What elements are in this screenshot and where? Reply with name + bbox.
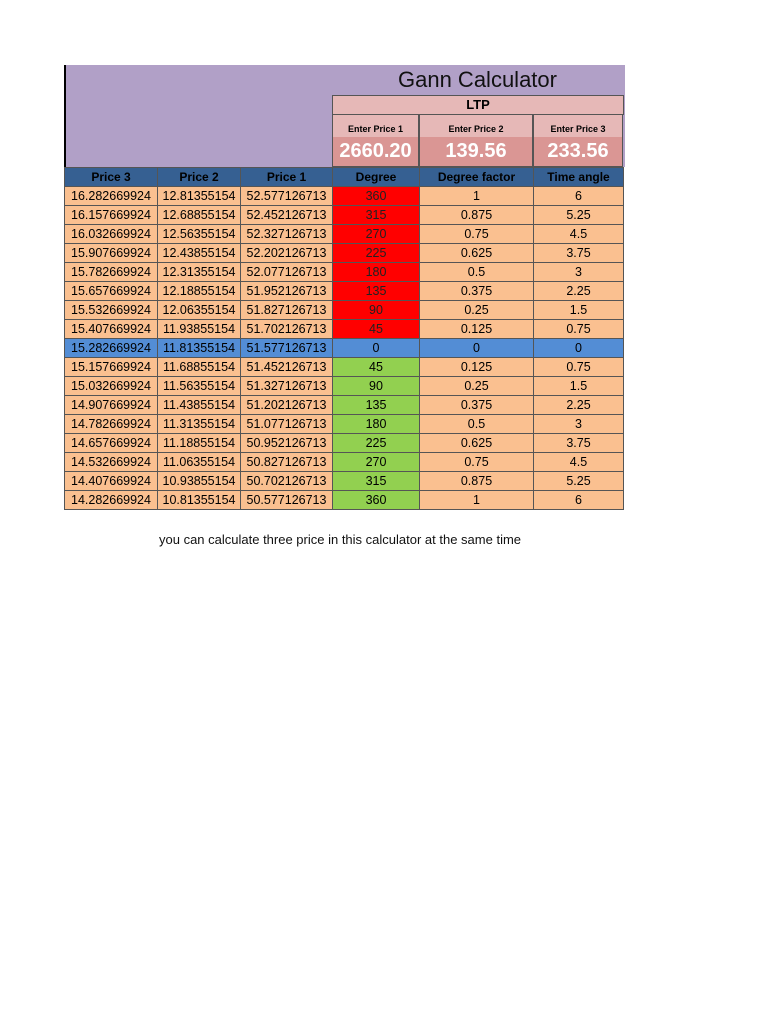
cell-price-2[interactable]: 12.56355154 xyxy=(158,225,241,244)
table-row xyxy=(65,263,624,282)
cell-time-angle[interactable]: 0.75 xyxy=(534,320,624,339)
cell-price-1[interactable]: 52.577126713 xyxy=(241,187,333,206)
cell-price-2[interactable]: 11.93855154 xyxy=(158,320,241,339)
price-inputs xyxy=(332,115,623,167)
cell-price-2[interactable]: 12.06355154 xyxy=(158,301,241,320)
cell-price-3[interactable]: 15.532669924 xyxy=(65,301,158,320)
cell-time-angle[interactable]: 4.5 xyxy=(534,453,624,472)
table-row xyxy=(65,339,624,358)
cell-price-1[interactable]: 51.452126713 xyxy=(241,358,333,377)
cell-price-3[interactable]: 16.282669924 xyxy=(65,187,158,206)
column-header-degree: Degree xyxy=(333,168,420,187)
cell-price-3[interactable]: 14.657669924 xyxy=(65,434,158,453)
cell-degree[interactable]: 360 xyxy=(333,491,420,510)
cell-time-angle[interactable]: 0 xyxy=(534,339,624,358)
cell-time-angle[interactable]: 3 xyxy=(534,263,624,282)
cell-price-2[interactable]: 12.31355154 xyxy=(158,263,241,282)
cell-time-angle[interactable]: 5.25 xyxy=(534,472,624,491)
cell-price-2[interactable]: 11.81355154 xyxy=(158,339,241,358)
table-row xyxy=(65,206,624,225)
cell-degree-factor[interactable]: 0.75 xyxy=(420,225,534,244)
cell-price-1[interactable]: 50.952126713 xyxy=(241,434,333,453)
column-header-time-angle: Time angle xyxy=(534,168,624,187)
cell-price-3[interactable]: 15.157669924 xyxy=(65,358,158,377)
table-row xyxy=(65,377,624,396)
cell-degree[interactable]: 360 xyxy=(333,187,420,206)
cell-time-angle[interactable]: 4.5 xyxy=(534,225,624,244)
cell-time-angle[interactable]: 3.75 xyxy=(534,244,624,263)
price-input-2[interactable] xyxy=(419,115,533,167)
table-row xyxy=(65,358,624,377)
page-title: Gann Calculator xyxy=(398,67,557,92)
cell-degree[interactable]: 180 xyxy=(333,415,420,434)
table-row xyxy=(65,472,624,491)
cell-price-2[interactable]: 12.81355154 xyxy=(158,187,241,206)
cell-price-1[interactable]: 52.202126713 xyxy=(241,244,333,263)
cell-price-1[interactable]: 51.702126713 xyxy=(241,320,333,339)
cell-degree-factor[interactable]: 0.125 xyxy=(420,358,534,377)
table-row xyxy=(65,415,624,434)
table-row xyxy=(65,320,624,339)
cell-price-3[interactable]: 15.657669924 xyxy=(65,282,158,301)
column-header-degree-factor: Degree factor xyxy=(420,168,534,187)
cell-degree[interactable]: 135 xyxy=(333,282,420,301)
cell-time-angle[interactable]: 3.75 xyxy=(534,434,624,453)
cell-time-angle[interactable]: 6 xyxy=(534,491,624,510)
cell-degree[interactable]: 45 xyxy=(333,358,420,377)
cell-price-3[interactable]: 14.532669924 xyxy=(65,453,158,472)
price-input-2-value[interactable]: 139.56 xyxy=(420,137,532,166)
cell-price-1[interactable]: 52.452126713 xyxy=(241,206,333,225)
cell-price-2[interactable]: 11.56355154 xyxy=(158,377,241,396)
cell-price-3[interactable]: 14.907669924 xyxy=(65,396,158,415)
price-input-3-label: Enter Price 3 xyxy=(550,124,606,134)
price-input-3-value[interactable]: 233.56 xyxy=(534,137,622,166)
cell-time-angle[interactable]: 0.75 xyxy=(534,358,624,377)
cell-price-2[interactable]: 12.68855154 xyxy=(158,206,241,225)
cell-degree[interactable]: 135 xyxy=(333,396,420,415)
cell-price-3[interactable]: 16.157669924 xyxy=(65,206,158,225)
cell-degree[interactable]: 0 xyxy=(333,339,420,358)
table-row xyxy=(65,244,624,263)
cell-price-1[interactable]: 52.327126713 xyxy=(241,225,333,244)
cell-price-2[interactable]: 11.68855154 xyxy=(158,358,241,377)
cell-price-2[interactable]: 12.18855154 xyxy=(158,282,241,301)
cell-price-2[interactable]: 11.18855154 xyxy=(158,434,241,453)
cell-degree[interactable]: 90 xyxy=(333,377,420,396)
cell-degree-factor[interactable]: 0.25 xyxy=(420,377,534,396)
cell-time-angle[interactable]: 1.5 xyxy=(534,301,624,320)
cell-time-angle[interactable]: 5.25 xyxy=(534,206,624,225)
cell-price-3[interactable]: 15.282669924 xyxy=(65,339,158,358)
cell-price-1[interactable]: 51.827126713 xyxy=(241,301,333,320)
cell-degree-factor[interactable]: 0.5 xyxy=(420,415,534,434)
price-input-1-label: Enter Price 1 xyxy=(347,124,404,134)
cell-time-angle[interactable]: 6 xyxy=(534,187,624,206)
column-header-price-3: Price 3 xyxy=(65,168,158,187)
table-row xyxy=(65,491,624,510)
cell-degree[interactable]: 225 xyxy=(333,244,420,263)
cell-time-angle[interactable]: 2.25 xyxy=(534,396,624,415)
cell-price-3[interactable]: 14.282669924 xyxy=(65,491,158,510)
footer-note: you can calculate three price in this calculator at the same time xyxy=(159,532,522,547)
cell-degree-factor[interactable]: 0.625 xyxy=(420,244,534,263)
cell-price-3[interactable]: 14.782669924 xyxy=(65,415,158,434)
cell-degree-factor[interactable]: 1 xyxy=(420,491,534,510)
table-body xyxy=(65,187,624,510)
cell-degree[interactable]: 45 xyxy=(333,320,420,339)
cell-degree[interactable]: 315 xyxy=(333,206,420,225)
table-row xyxy=(65,453,624,472)
cell-degree[interactable]: 225 xyxy=(333,434,420,453)
cell-degree-factor[interactable]: 0.75 xyxy=(420,453,534,472)
cell-degree[interactable]: 315 xyxy=(333,472,420,491)
cell-price-1[interactable]: 50.702126713 xyxy=(241,472,333,491)
price-input-2-label: Enter Price 2 xyxy=(448,124,504,134)
cell-degree[interactable]: 90 xyxy=(333,301,420,320)
cell-price-2[interactable]: 11.43855154 xyxy=(158,396,241,415)
cell-price-3[interactable]: 15.782669924 xyxy=(65,263,158,282)
cell-degree[interactable]: 270 xyxy=(333,225,420,244)
cell-price-2[interactable]: 10.81355154 xyxy=(158,491,241,510)
cell-degree-factor[interactable]: 0.5 xyxy=(420,263,534,282)
cell-degree-factor[interactable]: 0.625 xyxy=(420,434,534,453)
table-row xyxy=(65,187,624,206)
cell-price-1[interactable]: 51.327126713 xyxy=(241,377,333,396)
cell-degree-factor[interactable]: 0.875 xyxy=(420,206,534,225)
cell-price-3[interactable]: 14.407669924 xyxy=(65,472,158,491)
cell-price-2[interactable]: 11.31355154 xyxy=(158,415,241,434)
gann-calculator-sheet xyxy=(64,65,624,510)
cell-degree-factor[interactable]: 0.875 xyxy=(420,472,534,491)
cell-price-1[interactable]: 50.577126713 xyxy=(241,491,333,510)
table-row xyxy=(65,225,624,244)
cell-degree[interactable]: 180 xyxy=(333,263,420,282)
cell-degree-factor[interactable]: 0 xyxy=(420,339,534,358)
cell-price-2[interactable]: 12.43855154 xyxy=(158,244,241,263)
cell-price-3[interactable]: 16.032669924 xyxy=(65,225,158,244)
cell-price-1[interactable]: 51.577126713 xyxy=(241,339,333,358)
cell-degree-factor[interactable]: 0.375 xyxy=(420,282,534,301)
cell-degree[interactable]: 270 xyxy=(333,453,420,472)
cell-time-angle[interactable]: 1.5 xyxy=(534,377,624,396)
cell-price-1[interactable]: 52.077126713 xyxy=(241,263,333,282)
column-header-price-2: Price 2 xyxy=(158,168,241,187)
cell-price-3[interactable]: 15.407669924 xyxy=(65,320,158,339)
cell-degree-factor[interactable]: 0.375 xyxy=(420,396,534,415)
price-input-1[interactable] xyxy=(332,115,419,167)
table-row xyxy=(65,396,624,415)
cell-price-3[interactable]: 15.907669924 xyxy=(65,244,158,263)
column-header-row xyxy=(65,168,624,187)
table-row xyxy=(65,434,624,453)
cell-degree-factor[interactable]: 0.25 xyxy=(420,301,534,320)
header-area xyxy=(64,65,624,167)
ltp-label: LTP xyxy=(332,95,624,115)
cell-time-angle[interactable]: 2.25 xyxy=(534,282,624,301)
cell-price-1[interactable]: 50.827126713 xyxy=(241,453,333,472)
price-input-3[interactable] xyxy=(533,115,623,167)
column-header-price-1: Price 1 xyxy=(241,168,333,187)
cell-degree-factor[interactable]: 1 xyxy=(420,187,534,206)
price-input-1-value[interactable]: 2660.20 xyxy=(333,137,418,166)
cell-price-1[interactable]: 51.202126713 xyxy=(241,396,333,415)
cell-price-1[interactable]: 51.077126713 xyxy=(241,415,333,434)
cell-price-3[interactable]: 15.032669924 xyxy=(65,377,158,396)
table-row xyxy=(65,301,624,320)
table-row xyxy=(65,282,624,301)
cell-price-2[interactable]: 10.93855154 xyxy=(158,472,241,491)
cell-time-angle[interactable]: 3 xyxy=(534,415,624,434)
gann-table xyxy=(64,167,624,510)
cell-degree-factor[interactable]: 0.125 xyxy=(420,320,534,339)
cell-price-1[interactable]: 51.952126713 xyxy=(241,282,333,301)
cell-price-2[interactable]: 11.06355154 xyxy=(158,453,241,472)
